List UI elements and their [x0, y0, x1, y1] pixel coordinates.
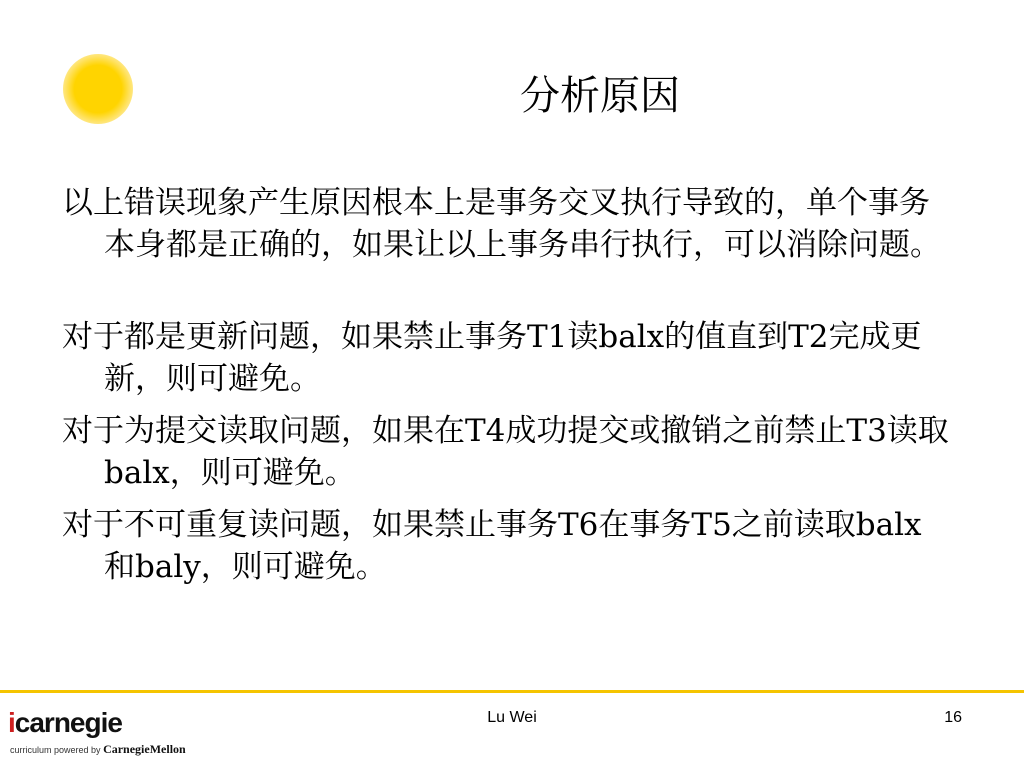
page-number: 16: [944, 709, 962, 726]
paragraph-cause: 以上错误现象产生原因根本上是事务交叉执行导致的，单个事务本身都是正确的，如果让以上事务串行执行，可以消除问题。: [62, 185, 941, 263]
slide-body: [62, 182, 952, 598]
paragraph-nonrepeatable-read: 对于不可重复读问题，如果禁止事务T6在事务T5之前读取balx和baly，则可避免。: [62, 507, 922, 585]
slide-title: 分析原因: [520, 73, 680, 119]
logo-tagline-row: [10, 742, 186, 757]
logo-partner: CarnegieMellon: [103, 742, 186, 756]
paragraph-gap: [62, 276, 952, 316]
paragraph-lost-update: 对于都是更新问题，如果禁止事务T1读balx的值直到T2完成更新，则可避免。: [62, 319, 922, 397]
logo-tagline: curriculum powered by: [10, 745, 101, 755]
sun-decoration-icon: [63, 54, 133, 124]
paragraph-uncommitted-read: 对于为提交读取问题，如果在T4成功提交或撤销之前禁止T3读取balx，则可避免。: [62, 413, 949, 491]
footer-author: Lu Wei: [487, 709, 537, 726]
logo-prefix: i: [8, 707, 15, 738]
icarnegie-logo: [8, 707, 122, 739]
logo-name: carnegie: [14, 707, 122, 738]
footer-divider: [0, 690, 1024, 693]
